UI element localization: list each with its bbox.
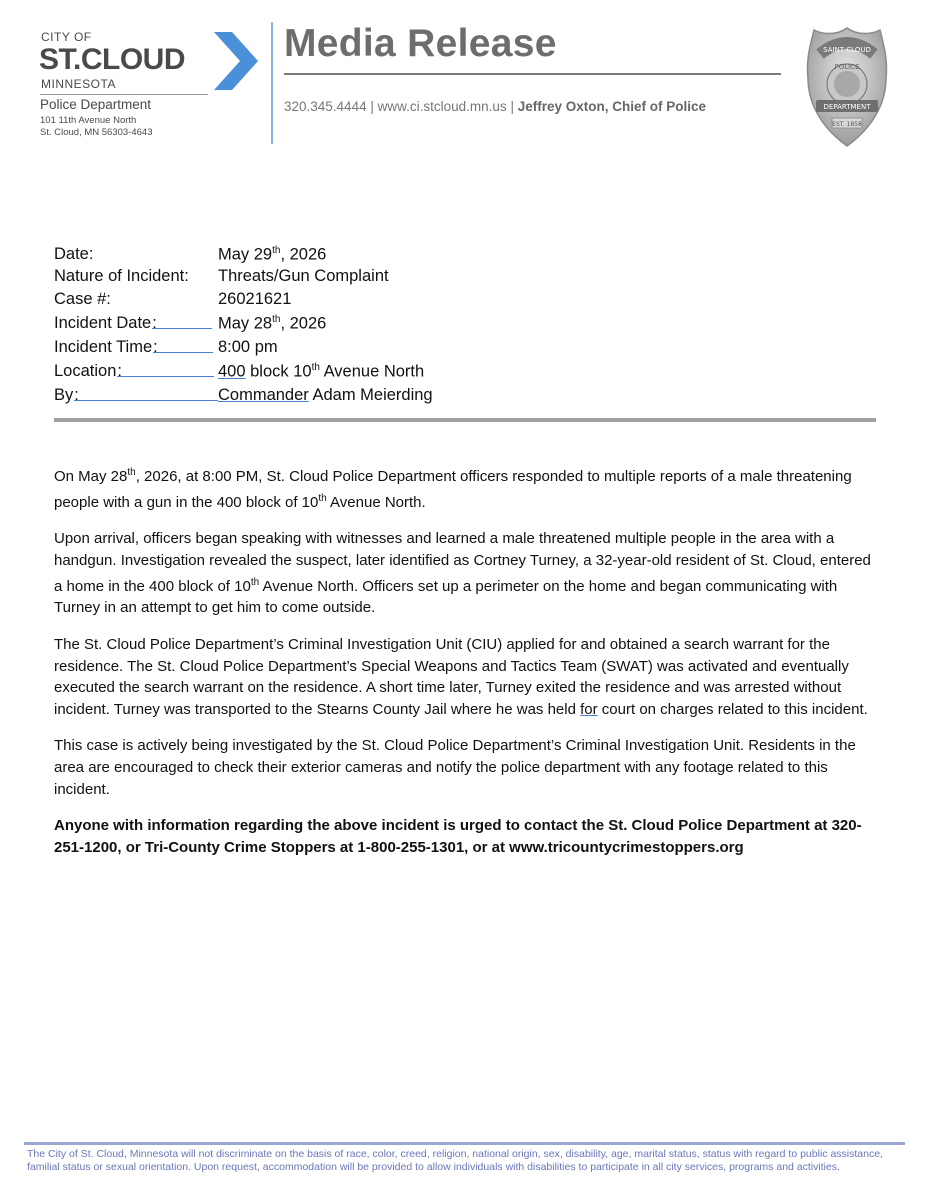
date-value: May 29th, 2026 — [218, 245, 327, 264]
police-badge-icon — [806, 26, 888, 148]
header-vertical-divider — [271, 22, 273, 144]
department-name: Police Department — [40, 97, 152, 112]
logo-city-name: ST.CLOUD — [39, 43, 185, 76]
case-value: 26021621 — [218, 290, 292, 308]
paragraph-4: This case is actively being investigated by the St. Cloud Police Department’s Criminal Investigation Unit. Residents in the area are encouraged to check their exterior cameras and notify the police department with any footage related to this incident. — [54, 737, 856, 799]
footer-disclaimer: The City of St. Cloud, Minnesota will not discriminate on the basis of race, color, creed, religion, national origin, sex, disability, age, marital status, status with regard to public assistance, familial status or sexual orientation. Upon request, accommodation will be provided to allow individuals with disabilities to participate in all city services, programs and activities. — [27, 1148, 883, 1174]
by-label: By: — [54, 386, 218, 405]
incident-time-label: Incident Time: — [54, 338, 213, 357]
address-line-1: 101 11th Avenue North — [40, 115, 137, 126]
incident-time-value: 8:00 pm — [218, 338, 278, 356]
release-body — [54, 462, 880, 873]
badge-center-text: POLICE — [834, 63, 860, 71]
incident-date-value: May 28th, 2026 — [218, 314, 327, 333]
date-label: Date: — [54, 245, 94, 263]
footer-rule — [24, 1142, 905, 1145]
nature-value: Threats/Gun Complaint — [218, 267, 389, 285]
contact-paragraph: Anyone with information regarding the above incident is urged to contact the St. Cloud Police Department at 320-251-1200, or Tri-County Crime Stoppers at 1-800-255-1301, or at www.tricountycrimestoppers.org — [54, 817, 862, 857]
case-label: Case #: — [54, 290, 111, 308]
badge-established: EST. 1858 — [832, 121, 862, 128]
nature-label: Nature of Incident: — [54, 267, 189, 285]
badge-top-text: SAINT CLOUD — [823, 46, 871, 54]
by-value: Commander Adam Meierding — [218, 386, 433, 404]
paragraph-1: On May 28th, 2026, at 8:00 PM, St. Cloud Police Department officers responded to multiple reports of a male threatening people with a gun in the 400 block of 10th Avenue North. — [54, 467, 852, 511]
title-rule — [284, 73, 781, 75]
separator: | — [510, 99, 514, 114]
location-value: 400 block 10th Avenue North — [218, 362, 425, 381]
separator: | — [370, 99, 374, 114]
paragraph-3: The St. Cloud Police Department’s Criminal Investigation Unit (CIU) applied for and obtained a search warrant for the residence. The St. Cloud Police Department’s Special Weapons and Tactics Team (SWAT) was activated and eventually executed the search warrant on the residence. A short time later, Turney exited the residence and was arrested without incident. Turney was transported to the Stearns County Jail where he was held for court on charges related to this incident. — [54, 635, 868, 719]
incident-date-label: Incident Date: — [54, 314, 212, 333]
location-label: Location: — [54, 362, 214, 381]
section-divider — [54, 418, 876, 422]
logo-chevron-icon — [214, 32, 258, 90]
logo-city-of: CITY OF — [41, 30, 92, 44]
paragraph-2: Upon arrival, officers began speaking with witnesses and learned a male threatened multiple people in the area with a handgun. Investigation revealed the suspect, later identified as Cortney Turney, a 32-year-old resident of St. Cloud, entered a home in the 400 block of 10th Avenue North. Officers set up a perimeter on the home and began communicating with Turney in an attempt to get him to come outside. — [54, 530, 871, 617]
website-link[interactable]: www.ci.stcloud.mn.us — [377, 99, 507, 114]
phone-number: 320.345.4444 — [284, 99, 367, 114]
logo-divider — [40, 94, 208, 95]
address-line-2: St. Cloud, MN 56303-4643 — [40, 127, 153, 138]
chief-name: Jeffrey Oxton, Chief of Police — [517, 99, 707, 114]
logo-state: MINNESOTA — [41, 77, 116, 91]
contact-line — [284, 99, 706, 114]
badge-ribbon-text: DEPARTMENT — [823, 103, 871, 111]
release-title: Media Release — [284, 22, 557, 65]
